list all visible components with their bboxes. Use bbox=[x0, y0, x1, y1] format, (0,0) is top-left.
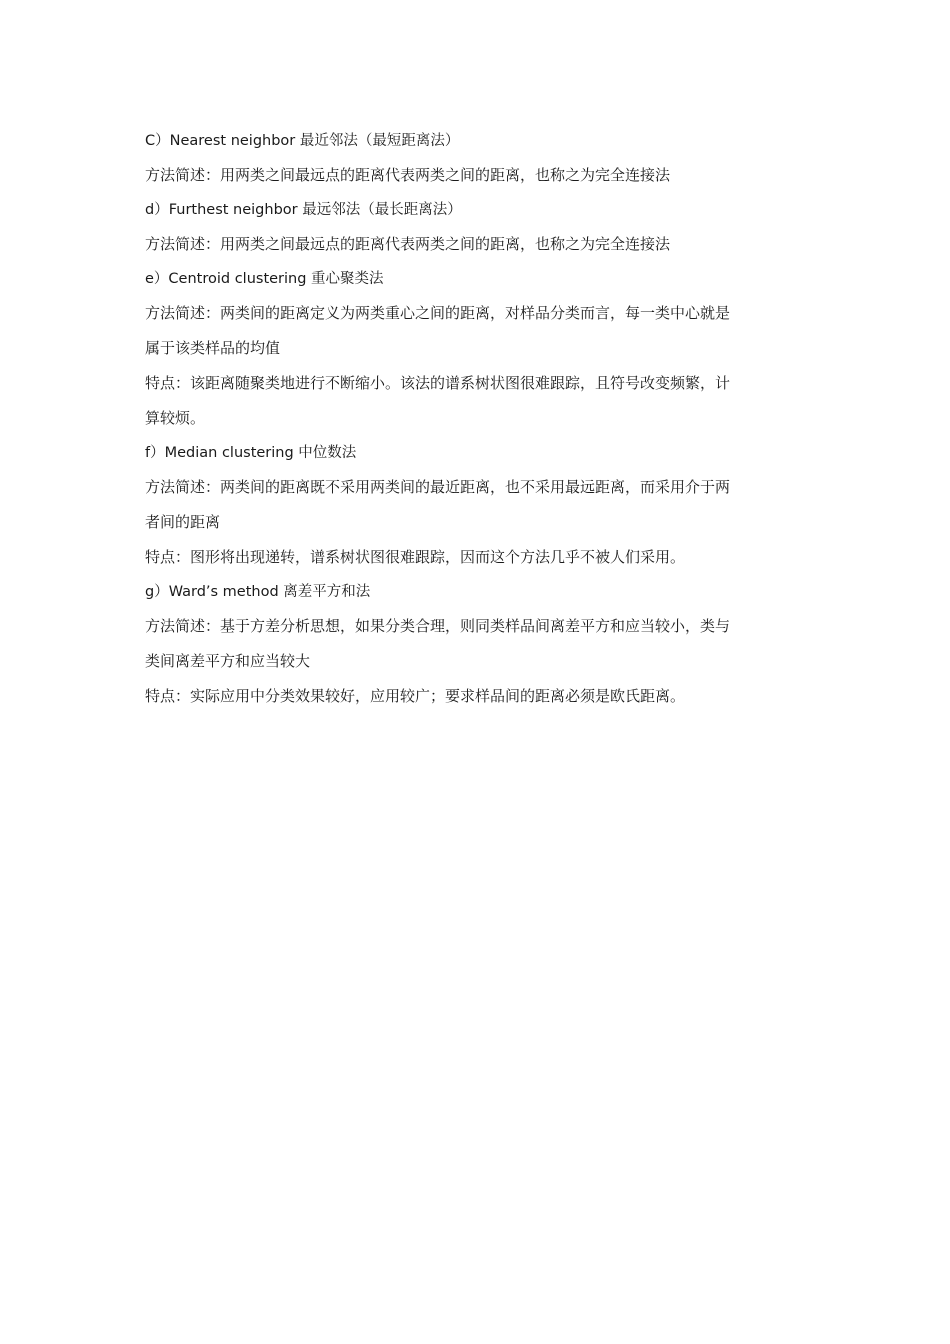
section-f-description-line-2: 者间的距离 bbox=[145, 513, 221, 531]
section-c-description: 方法简述：用两类之间最远点的距离代表两类之间的距离，也称之为完全连接法 bbox=[145, 166, 671, 184]
section-g-description-line-2: 类间离差平方和应当较大 bbox=[145, 652, 311, 670]
section-f-heading: f）Median clustering 中位数法 bbox=[145, 445, 357, 461]
section-e-feature-line-1: 特点：该距离随聚类地进行不断缩小。该法的谱系树状图很难跟踪，且符号改变频繁，计 bbox=[145, 374, 731, 392]
section-f-description-line-1: 方法简述：两类间的距离既不采用两类间的最近距离，也不采用最远距离，而采用介于两 bbox=[145, 478, 731, 496]
section-g-description-line-1: 方法简述：基于方差分析思想，如果分类合理，则同类样品间离差平方和应当较小，类与 bbox=[145, 617, 731, 635]
section-f-feature: 特点：图形将出现递转，谱系树状图很难跟踪，因而这个方法几乎不被人们采用。 bbox=[145, 548, 686, 566]
section-c-heading: C）Nearest neighbor 最近邻法（最短距离法） bbox=[145, 133, 460, 149]
document-body bbox=[145, 124, 807, 714]
section-g-feature: 特点：实际应用中分类效果较好，应用较广；要求样品间的距离必须是欧氏距离。 bbox=[145, 687, 686, 705]
section-d-description: 方法简述：用两类之间最远点的距离代表两类之间的距离，也称之为完全连接法 bbox=[145, 235, 671, 253]
section-e-description-line-2: 属于该类样品的均值 bbox=[145, 339, 281, 357]
section-g-heading: g）Ward’s method 离差平方和法 bbox=[145, 584, 371, 600]
section-e-description-line-1: 方法简述：两类间的距离定义为两类重心之间的距离，对样品分类而言，每一类中心就是 bbox=[145, 304, 731, 322]
section-e-feature-line-2: 算较烦。 bbox=[145, 409, 206, 427]
section-d-heading: d）Furthest neighbor 最远邻法（最长距离法） bbox=[145, 202, 462, 218]
section-e-heading: e）Centroid clustering 重心聚类法 bbox=[145, 271, 384, 287]
